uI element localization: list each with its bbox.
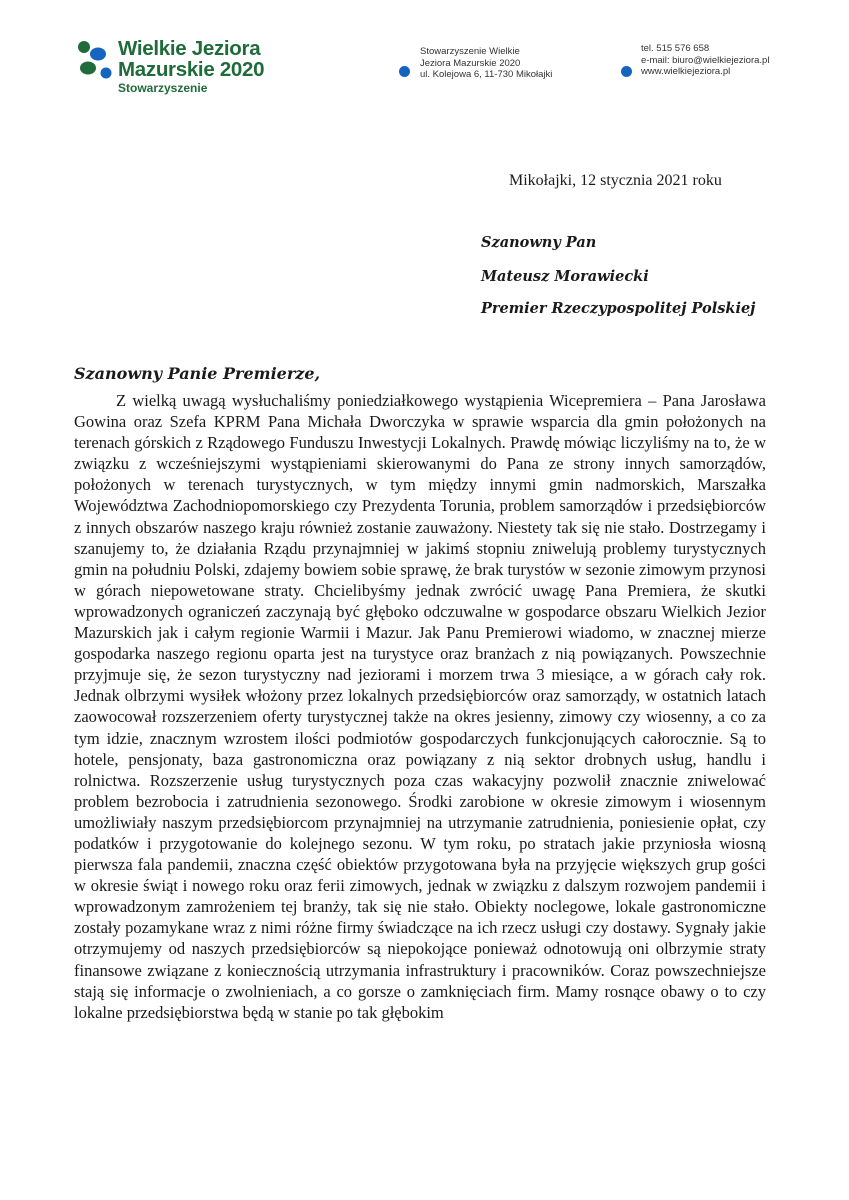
contact-website: www.wielkiejeziora.pl [641, 66, 731, 77]
logo-title-line2: Mazurskie 2020 [118, 58, 265, 81]
logo-title-line1: Wielkie Jeziora [118, 37, 261, 60]
recipient-name: Mateusz Morawiecki [481, 268, 649, 285]
contact-phone: tel. 515 576 658 [641, 43, 710, 54]
recipient-greeting: Szanowny Pan [481, 234, 597, 251]
association-logo-icon [75, 40, 115, 80]
logo-title [118, 38, 264, 80]
org-name-line2: Jeziora Mazurskie 2020 [420, 57, 521, 69]
salutation: Szanowny Panie Premierze, [74, 364, 321, 383]
address-bullet-icon [399, 66, 410, 77]
contact-email: e-mail: biuro@wielkiejeziora.pl [641, 54, 770, 66]
organization-address [420, 46, 590, 81]
organization-contact [641, 43, 841, 78]
letter-body: Z wielką uwagą wysłuchaliśmy poniedziałkowego wystąpienia Wicepremiera – Pana Jarosława Gowina oraz Szefa KPRM Pana Michała Dworczyka w sprawie wsparcia dla gmin położonych na terenach górskich z Rządowego Funduszu Inwestycji Lokalnych. Prawdę mówiąc liczyliśmy na to, że w związku z wcześniejszymi wystąpieniami skierowanymi do Pana ze strony innych samorządów, położonych w terenach turystycznych, w tym między innymi gmin nadmorskich, Marszałka Województwa Zachodniopomorskiego czy Prezydenta Torunia, problem samorządów i przedsiębiorców z innych obszarów naszego kraju również zostanie zauważony. Niestety tak się nie stało. Dostrzegamy i szanujemy to, że działania Rządu przynajmniej w jakimś stopniu zniwelują problemy turystycznych gmin na południu Polski, zdajemy bowiem sobie sprawę, że brak turystów w sezonie zimowym przynosi w górach niepowetowane straty. Chcielibyśmy jednak zwrócić uwagę Pana Premiera, że skutki wprowadzonych ograniczeń zaczynają być głęboko odczuwalne w gospodarce obszaru Wielkich Jezior Mazurskich jak i całym regionie Warmii i Mazur. Jak Panu Premierowi wiadomo, w znacznej mierze gospodarka naszego regionu oparta jest na turystyce oraz branżach z nią powiązanych. Powszechnie przyjmuje się, że sezon turystyczny nad jeziorami i morzem trwa 3 miesiące, a w górach cały rok. Jednak olbrzymi wysiłek włożony przez lokalnych przedsiębiorców oraz samorządy, w ostatnich latach zaowocował rozszerzeniem oferty turystycznej także na okres jesienny, zimowy czy wiosenny, a co za tym idzie, znacznym wzrostem ilości podmiotów gospodarczych funkcjonujących całorocznie. Są to hotele, pensjonaty, baza gastronomiczna oraz powiązany z nią sektor drobnych usług, handlu i rolnictwa. Rozszerzenie usług turystycznych poza czas wakacyjny pozwolił znacznie zniwelować problem bezrobocia i zatrudnienia sezonowego. Środki zarobione w okresie zimowym i wiosennym umożliwiały naszym przedsiębiorcom przynajmniej na utrzymanie zatrudnienia, poniesienie opłat, czy podatków i przygotowanie do kolejnego sezonu. W tym roku, po stratach jakie przyniosła wiosną pierwsza fala pandemii, znaczna część obiektów przygotowana była na przyjęcie większych grup gości w okresie świąt i nowego roku oraz ferii zimowych, jednak w związku z dalszym rozwojem pandemii i wprowadzonym zamrożeniem tej branży, tak się nie stało. Obiekty noclegowe, lokale gastronomiczne zostały pozamykane wraz z nimi różne firmy świadczące na ich rzecz usługi czy dostawy. Sygnały jakie otrzymujemy od naszych przedsiębiorców są niepokojące ponieważ odnotowują oni olbrzymie straty finansowe związane z koniecznością utrzymania infrastruktury i pracowników. Coraz powszechniejsze stają się informacje o zwolnieniach, a co gorsze o zamknięciach firm. Mamy rosnące obawy o to czy lokalne przedsiębiorstwa będą w stanie po tak głębokim [74, 391, 766, 1022]
org-name-line1: Stowarzyszenie Wielkie [420, 46, 520, 57]
recipient-title: Premier Rzeczypospolitej Polskiej [481, 300, 756, 317]
letter-date: Mikołajki, 12 stycznia 2021 roku [509, 172, 722, 189]
logo-subtitle: Stowarzyszenie [118, 81, 208, 95]
org-street: ul. Kolejowa 6, 11-730 Mikołajki [420, 69, 553, 80]
contact-bullet-icon [621, 66, 632, 77]
